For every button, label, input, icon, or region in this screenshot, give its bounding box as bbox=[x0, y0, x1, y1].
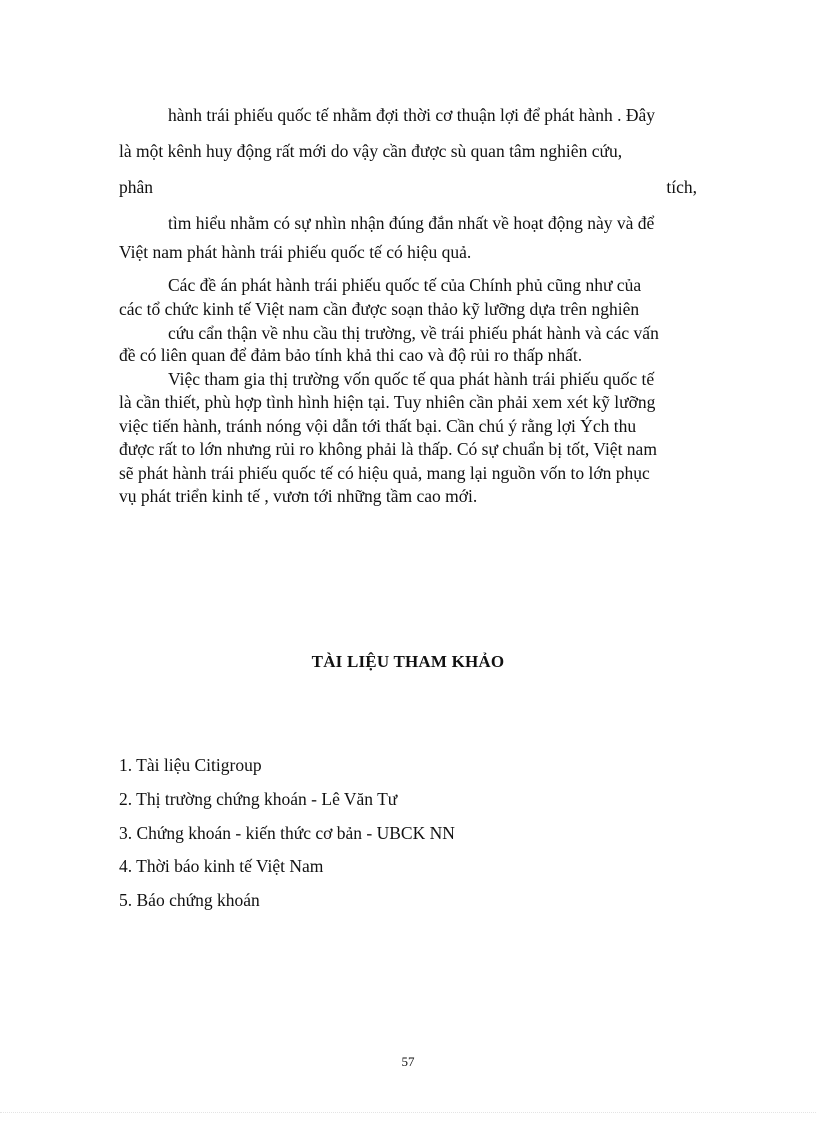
body-line-text: phân bbox=[119, 177, 154, 197]
reference-item: 4. Thời báo kinh tế Việt Nam bbox=[119, 856, 324, 876]
body-line-text: được rất to lớn nhưng rủi ro không phải là thấp. Có sự chuẩn bị tốt, Việt nam bbox=[119, 439, 657, 459]
body-line-text: đề có liên quan để đảm bảo tính khả thi cao và độ rủi ro thấp nhất. bbox=[119, 345, 583, 365]
body-line-text: hành trái phiếu quốc tế nhằm đợi thời cơ thuận lợi để phát hành . Đây bbox=[168, 105, 656, 125]
body-line bbox=[168, 322, 659, 344]
body-line bbox=[119, 176, 697, 198]
reference-item: 3. Chứng khoán - kiến thức cơ bản - UBCK NN bbox=[119, 823, 455, 843]
body-line bbox=[119, 140, 622, 162]
body-line bbox=[119, 344, 582, 366]
body-line bbox=[119, 462, 650, 484]
body-line-text: sẽ phát hành trái phiếu quốc tế có hiệu quả, mang lại nguồn vốn to lớn phục bbox=[119, 463, 650, 483]
body-line bbox=[168, 368, 654, 390]
body-line-text: tích, bbox=[666, 177, 697, 197]
body-line-text: Việc tham gia thị trường vốn quốc tế qua phát hành trái phiếu quốc tế bbox=[168, 369, 655, 389]
body-line-text: vụ phát triển kinh tế , vươn tới những tầm cao mới. bbox=[119, 486, 478, 506]
body-line-text: tìm hiểu nhằm có sự nhìn nhận đúng đắn nhất về hoạt động này và để bbox=[168, 213, 655, 233]
body-line-text: cứu cẩn thận về nhu cầu thị trường, về trái phiếu phát hành và các vấn bbox=[168, 323, 659, 343]
page-number: 57 bbox=[401, 1054, 415, 1069]
body-line bbox=[119, 298, 639, 320]
reference-item: 5. Báo chứng khoán bbox=[119, 890, 260, 910]
body-line-text: việc tiến hành, tránh nóng vội dẫn tới thất bại. Cần chú ý rằng lợi Ých thu bbox=[119, 416, 637, 436]
body-line-text: là một kênh huy động rất mới do vậy cần được sù quan tâm nghiên cứu, bbox=[119, 141, 623, 161]
body-line-text: các tổ chức kinh tế Việt nam cần được soạn thảo kỹ lưỡng dựa trên nghiên bbox=[119, 299, 640, 319]
reference-item: 2. Thị trường chứng khoán - Lê Văn Tư bbox=[119, 789, 398, 809]
reference-item: 1. Tài liệu Citigroup bbox=[119, 755, 262, 775]
body-line bbox=[119, 241, 471, 263]
body-line bbox=[119, 438, 657, 460]
body-line bbox=[119, 485, 477, 507]
body-line-text: Các đề án phát hành trái phiếu quốc tế của Chính phủ cũng như của bbox=[168, 275, 642, 295]
body-line bbox=[119, 415, 636, 437]
body-line bbox=[168, 274, 641, 296]
references-title: TÀI LIỆU THAM KHẢO bbox=[311, 652, 505, 671]
page-bottom-divider bbox=[0, 1112, 816, 1113]
body-line bbox=[168, 104, 697, 126]
body-line-text: là cần thiết, phù hợp tình hình hiện tại. Tuy nhiên cần phải xem xét kỹ lưỡng bbox=[119, 392, 656, 412]
body-line-text: Việt nam phát hành trái phiếu quốc tế có hiệu quả. bbox=[119, 242, 472, 262]
body-line bbox=[168, 212, 654, 234]
body-line bbox=[119, 391, 655, 413]
